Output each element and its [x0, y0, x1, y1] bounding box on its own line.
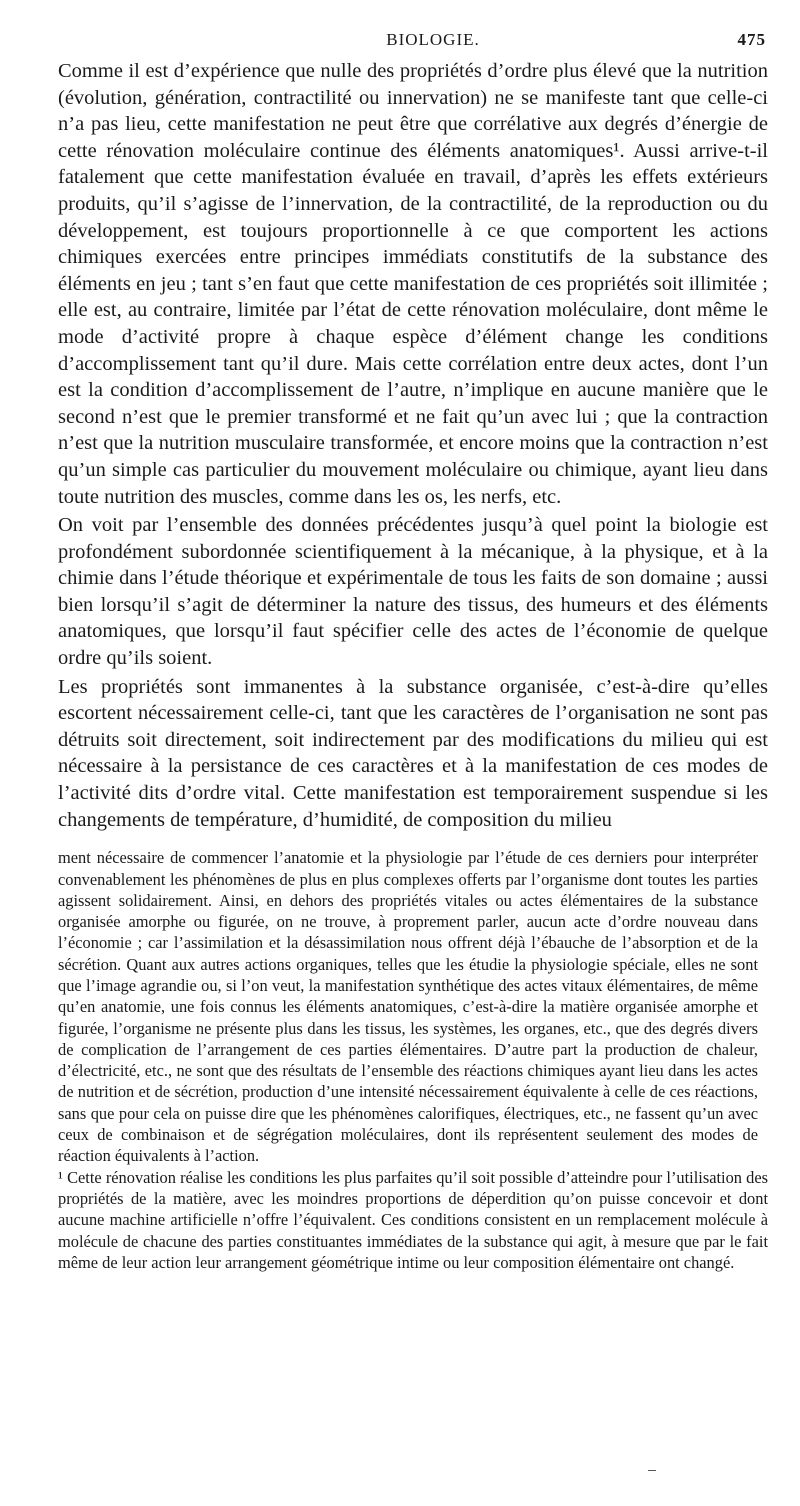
footnote-continued: ment nécessaire de commencer l’anatomie et la physiologie par l’étude de ces derniers pour interpréter convenablement les phénomènes de plus en plus complexes offerts par l’organisme dont toutes les parties agissent solidairement. Ainsi, en dehors des propriétés vitales ou actes élémentaires de la substance organisée amorphe ou figurée, on ne trouve, à proprement parler, aucun acte d’ordre nouveau dans l’économie ; car l’assimilation et la désassimilation nous offrent déjà l’ébauche de l’absorption et de la sécrétion. Quant aux autres actions organiques, telles que les étudie la physiologie spéciale, elles ne sont que l’image agrandie ou, si l’on veut, la manifestation synthétique des actes vitaux élémentaires, de même qu’en anatomie, une fois connus les éléments anatomiques, c’est-à-dire la matière organisée amorphe et figurée, l’organisme ne présente plus dans les tissus, les systèmes, les organes, etc., que des degrés divers de complication de l’arrangement de ces parties élémentaires. D’autre part la production de chaleur, d’électricité, etc., ne sont que des résultats de l’ensemble des réactions chimiques ayant lieu dans les actes de nutrition et de sécrétion, production d’une intensité nécessairement équivalente à celle de ces réactions, sans que pour cela on puisse dire que les phénomènes calorifiques, électriques, etc., ne fassent qu’un avec ceux de combinaison et de ségrégation moléculaires, dont ils représentent seulement des modes de réaction équivalents à l’action.	[58, 848, 758, 1166]
paragraph: Comme il est d’expérience que nulle des propriétés d’ordre plus élevé que la nutrition (évolution, génération, contractilité ou innervation) ne se manifeste tant que celle-ci n’a pas lieu, cette manifestation ne peut être que corrélative aux degrés d’énergie de cette rénovation moléculaire continue des éléments anatomiques¹. Aussi arrive-t-il fatalement que cette manifestation évaluée en travail, d’après les effets extérieurs produits, qu’il s’agisse de l’innervation, de la contractilité, de la reproduction ou du développement, est toujours proportionnelle à ce que comportent les actions chimiques exercées entre principes immédiats constitutifs de la substance des éléments en jeu ; tant s’en faut que cette manifestation de ces propriétés soit illimitée ; elle est, au contraire, limitée par l’état de cette rénovation moléculaire, dont même le mode d’activité propre à chaque espèce d’élément change les conditions d’accomplissement tant qu’il dure. Mais cette corrélation entre deux actes, dont l’un est la condition d’accomplissement de l’autre, n’implique en aucune manière que le second n’est que le premier transformé et ne fait qu’un avec lui ; que la contraction n’est que la nutrition musculaire transformée, et encore moins que la contraction n’est qu’un simple cas particulier du mouvement moléculaire ou chimique, ayant lieu dans toute nutrition des muscles, comme dans les os, les nerfs, etc.	[58, 60, 768, 508]
running-head	[58, 28, 768, 58]
page-number: 475	[737, 30, 766, 49]
footnotes	[58, 847, 768, 1273]
print-mark	[648, 1470, 656, 1471]
paragraph: Les propriétés sont immanentes à la substance organisée, c’est-à-dire qu’elles escortent nécessairement celle-ci, tant que les caractères de l’organisation ne sont pas détruits soit directement, soit indirectement par des modifications du milieu qui est nécessaire à la persistance de ces caractères et à la manifestation de ces modes de l’activité dits d’ordre vital. Cette manifestation est temporairement suspendue si les changements de température, d’humidité, de composition du milieu	[58, 675, 768, 831]
main-text	[58, 58, 768, 833]
paragraph: On voit par l’ensemble des données précédentes jusqu’à quel point la biologie est profondément subordonnée scientifiquement à la mécanique, à la physique, et à la chimie dans l’étude théorique et expérimentale de tous les faits de son domaine ; aussi bien lorsqu’il s’agit de déterminer la nature des tissus, des humeurs et des éléments anatomiques, que lorsqu’il faut spécifier celle des actes de l’économie de quelque ordre qu’ils soient.	[58, 514, 768, 670]
running-title: BIOLOGIE.	[386, 30, 480, 49]
footnote-1: ¹ Cette rénovation réalise les conditions les plus parfaites qu’il soit possible d’atteindre pour l’utilisation des propriétés de la matière, avec les moindres proportions de déperdition qu’on puisse concevoir et dont aucune machine artificielle n’offre l’équivalent. Ces conditions consistent en un remplacement molécule à molécule de chacune des parties constituantes immédiates de la substance qui agit, à mesure que par le fait même de leur action leur arrangement géométrique intime ou leur composition élémentaire ont changé.	[58, 1167, 768, 1272]
